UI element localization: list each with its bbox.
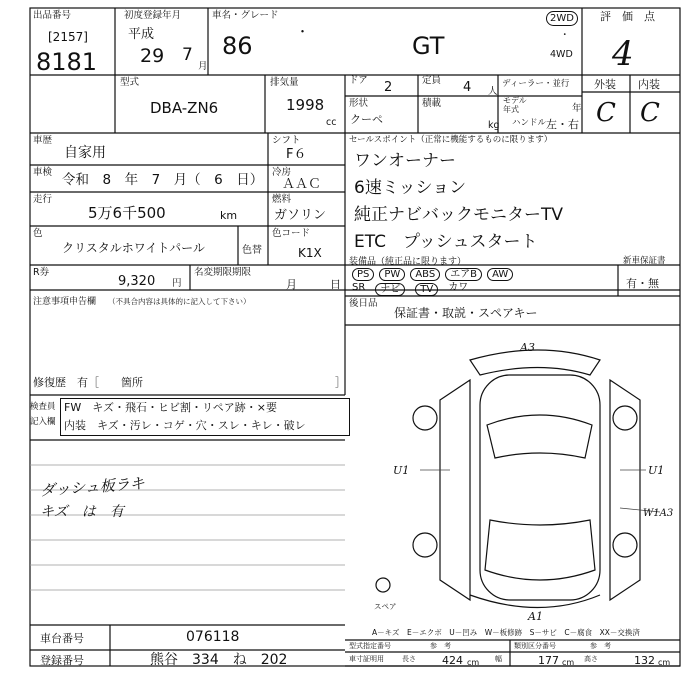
chassis-label: 車台番号 (40, 632, 84, 645)
ac-label: 冷房 (272, 167, 292, 178)
reg-value: 熊谷 334 ね 202 (150, 652, 288, 668)
load-label: 積載 (422, 98, 442, 109)
drive-2wd-circle (546, 11, 578, 26)
selling-point-3: 純正ナビバックモニターTV (354, 205, 564, 225)
yen-unit: 円 (172, 278, 182, 289)
equipment-row-2 (352, 283, 468, 296)
equip-leather: カワ (448, 282, 469, 293)
history-label: 車歴 (33, 135, 53, 146)
first-reg-label: 初度登録年月 (124, 10, 182, 21)
ac-value: ＡＡＣ (282, 177, 322, 192)
name-change-label: 名変期限期限 (194, 267, 252, 278)
width-label: 幅 (495, 655, 502, 663)
type-label: 型式 (120, 77, 140, 88)
accessories-value: 保証書・取説・スペアキー (394, 306, 538, 320)
mark-u1-right: U1 (648, 464, 665, 477)
equipment-row-1 (352, 268, 513, 281)
handle-label: ハンドル (512, 118, 547, 128)
height-value: 132 (634, 654, 655, 667)
door-label: ドア (349, 75, 368, 86)
inspector-row-1: FW キズ・飛石・ヒビ割・リペア跡・×要 (64, 401, 277, 414)
capacity-value: 4 (463, 80, 472, 95)
score: 4 (612, 34, 634, 74)
shape-label: 形状 (349, 98, 369, 109)
drive-4wd: 4WD (550, 49, 573, 60)
model-dot: ・ (296, 25, 310, 40)
era: 平成 (128, 27, 155, 42)
history-value: 自家用 (64, 145, 106, 161)
model-grade-label: 車名・グレード (212, 10, 279, 21)
equip-pw: PW (379, 268, 405, 281)
recycle-label: R券 (33, 267, 50, 278)
height-label: 高さ (584, 655, 598, 663)
equip-abs: ABS (410, 268, 440, 281)
category-label: 類別区分番号 (514, 642, 556, 650)
spare-label: スペア (374, 602, 397, 611)
selling-point-2: 6速ミッション (354, 178, 467, 198)
fuel-value: ガソリン (274, 208, 327, 223)
designation-label: 型式指定番号 (349, 642, 391, 650)
category-ref: 参 考 (590, 642, 611, 650)
selling-points-label: セールスポイント（正常に機能するものに限ります） (349, 135, 553, 145)
designation-ref: 参 考 (430, 642, 451, 650)
capacity-label: 定員 (422, 75, 442, 86)
exterior-label: 外装 (594, 78, 616, 91)
shift-label: シフト (272, 135, 301, 146)
mileage-label: 走行 (33, 194, 53, 205)
equip-navi: ナビ (375, 283, 405, 296)
color-change-label: 色替 (242, 245, 262, 256)
person-unit: 人 (488, 86, 498, 97)
selling-point-4: ETC プッシュスタート (354, 232, 538, 252)
dealer-label: ディーラー・並行 (502, 79, 570, 89)
length-unit: cm (467, 658, 480, 667)
equip-aw: AW (487, 268, 513, 281)
interior-score: C (640, 98, 660, 128)
disp-label: 排気量 (270, 77, 299, 88)
color-code-value: K1X (298, 246, 322, 260)
equip-sr: SR (352, 282, 366, 293)
color-value: クリスタルホワイトパール (62, 241, 205, 255)
color-label: 色 (33, 228, 43, 239)
accessories-label: 後日品 (349, 298, 378, 309)
warranty-value: 有・無 (626, 277, 659, 290)
interior-label: 内装 (638, 78, 660, 91)
mileage-value: 5万6千500 (88, 204, 166, 222)
score-label: 評 価 点 (600, 10, 655, 23)
recycle-value: 9,320 (118, 274, 156, 289)
inspector-row-2: 内装 キズ・汚レ・コゲ・穴・スレ・キレ・破レ (64, 419, 306, 432)
model-year-label-1: モデル (503, 96, 527, 105)
selling-point-1: ワンオーナー (354, 151, 456, 171)
reg-month: 7 (182, 45, 193, 65)
lot-number: 8181 (36, 48, 98, 76)
equip-tv: TV (415, 283, 438, 296)
width-value: 177 (538, 654, 559, 667)
mark-a3-rear: A3 (520, 341, 535, 354)
equipment-label: 装備品（純正品に限ります） (349, 257, 467, 267)
inspection-value: 令和 8 年 7 月（ 6 日） (62, 172, 264, 188)
month-unit: 月 (198, 61, 208, 72)
year-unit: 年 (572, 103, 582, 114)
inspector-label-1: 検査員 (30, 402, 56, 412)
shift-value: F６ (286, 147, 307, 162)
width-unit: cm (562, 658, 575, 667)
inspection-label: 車検 (33, 167, 53, 178)
grade: GT (412, 32, 445, 60)
size-label: 車寸証明用 (349, 655, 384, 663)
reg-label: 登録番号 (40, 654, 84, 667)
mark-w1a3: W1A3 (643, 508, 674, 519)
type-value: DBA-ZN6 (150, 99, 219, 117)
damage-legend: A－キズ E－エクボ U－凹み W－板修跡 S－サビ C－腐食 XX－交換済 (372, 628, 640, 637)
disp-value: 1998 (286, 96, 325, 114)
handle-value: 左・右 (546, 118, 579, 131)
handwritten-note-2: キズ は 有 (40, 504, 124, 520)
km-unit: km (220, 209, 238, 222)
model-name: 86 (222, 32, 253, 60)
equip-ps: PS (352, 268, 374, 281)
exterior-score: C (596, 98, 616, 128)
chassis-value: 076118 (186, 629, 240, 645)
cc-unit: cc (326, 117, 337, 128)
length-value: 424 (442, 654, 463, 667)
deadline-value: 月 日 (286, 278, 341, 291)
door-value: 2 (384, 80, 393, 95)
fuel-label: 燃料 (272, 194, 292, 205)
repair-close: ］ (335, 376, 346, 389)
mark-a1-front: A1 (528, 610, 543, 623)
car-diagram (376, 350, 640, 608)
shape-value: クーペ (350, 113, 383, 126)
color-code-label: 色コード (272, 228, 311, 239)
kg-unit: kg (488, 120, 500, 131)
handwritten-note-1: ダッシュ板ラキ (39, 474, 146, 500)
mark-u1-left: U1 (393, 464, 410, 477)
lot-code: [2157] (48, 30, 88, 44)
model-year-label-2: 年式 (503, 105, 519, 114)
inspector-label-2: 記入欄 (30, 417, 56, 427)
length-label: 長さ (402, 655, 416, 663)
notes-sub: （不具合内容は具体的に記入して下さい） (108, 297, 251, 306)
lot-label: 出品番号 (33, 10, 72, 21)
reg-year: 29 (140, 45, 165, 67)
drive-dot: ・ (560, 30, 570, 41)
drive-2wd: 2WD (550, 13, 574, 24)
notes-label: 注意事項申告欄 (33, 297, 97, 307)
equip-airbag: エアB (445, 268, 482, 281)
repair-history: 修復歴 有［ 箇所 (33, 376, 143, 389)
warranty-label: 新車保証書 (623, 256, 666, 266)
height-unit: cm (658, 658, 671, 667)
